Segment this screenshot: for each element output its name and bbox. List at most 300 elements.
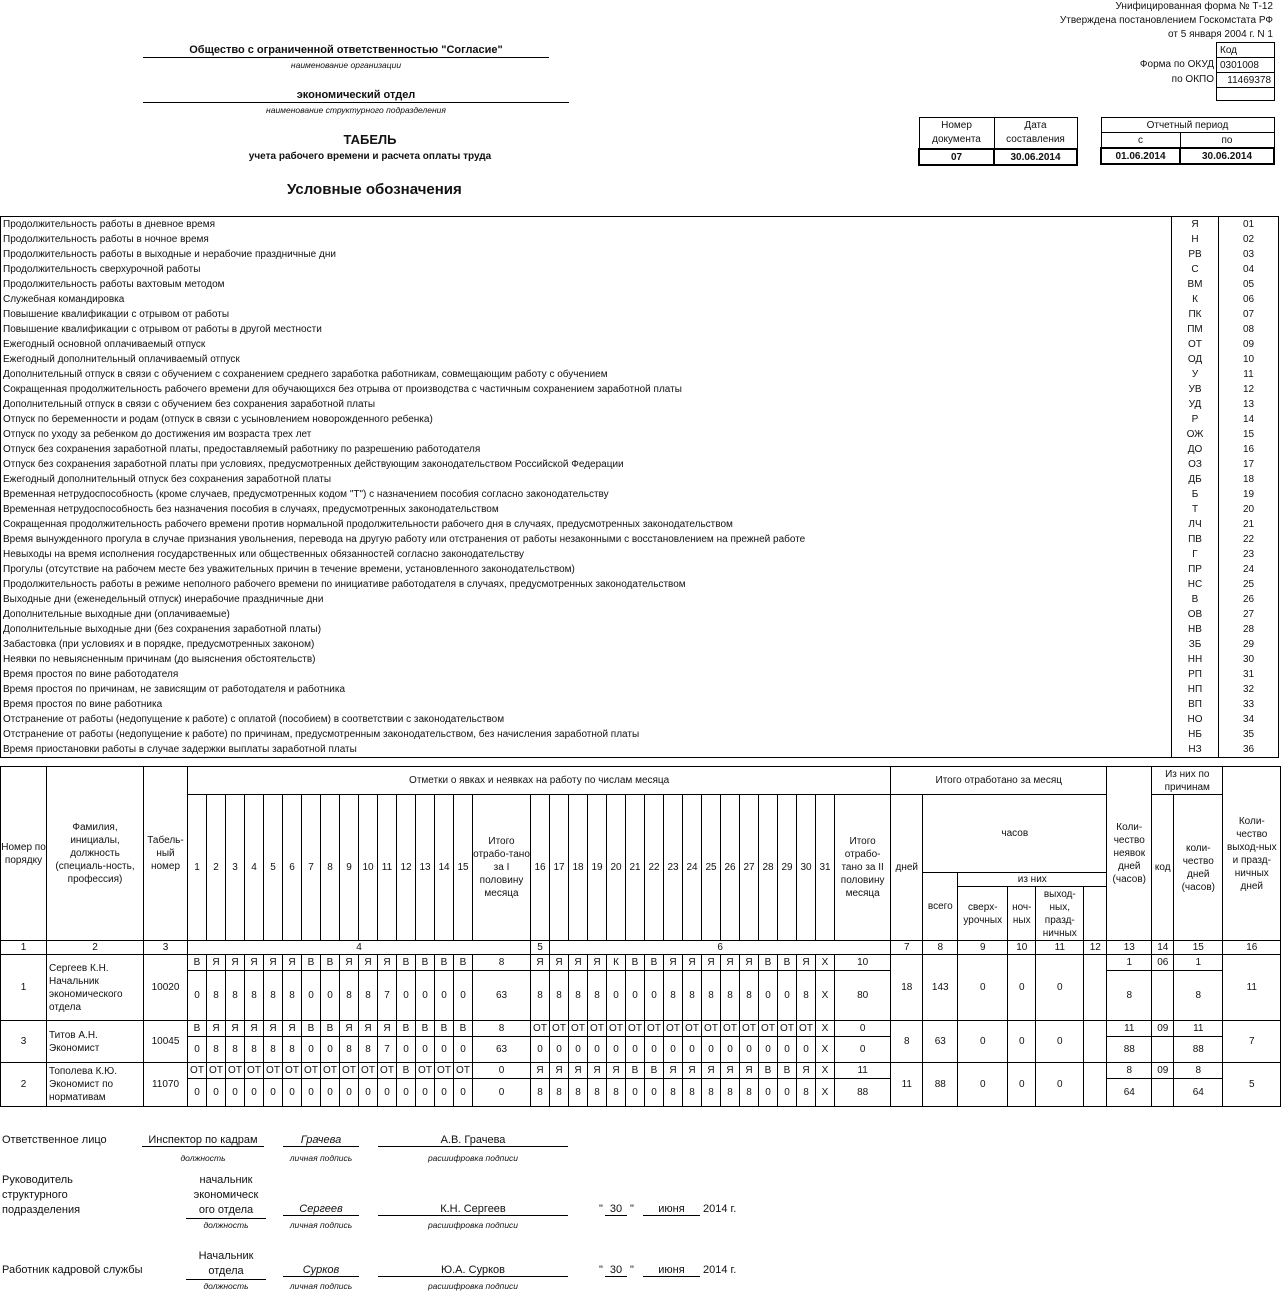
- legend-code: ВМ: [1172, 277, 1219, 292]
- legend-row: [1, 322, 1279, 337]
- day-hours: 0: [378, 1079, 397, 1107]
- hr-quote-open: ": [599, 1264, 603, 1276]
- day-code: Я: [531, 955, 550, 971]
- day-code: ОТ: [797, 1021, 816, 1037]
- half2-days: 0: [835, 1021, 891, 1037]
- day-code: ОТ: [531, 1021, 550, 1037]
- day-hours: 8: [797, 971, 816, 1021]
- legend-table: [0, 216, 1279, 758]
- legend-code: РП: [1172, 667, 1219, 682]
- legend-number: 18: [1219, 472, 1279, 487]
- day-hours: 0: [283, 1079, 302, 1107]
- period-label: Отчетный период: [1101, 118, 1274, 133]
- holiday-header: выход-ных, празд-ничных: [1036, 887, 1084, 941]
- day-hours: 8: [207, 1037, 226, 1063]
- weekend-days: 5: [1223, 1063, 1281, 1107]
- legend-number: 21: [1219, 517, 1279, 532]
- employee-order: 1: [1, 955, 47, 1021]
- day-code: В: [626, 1063, 645, 1079]
- legend-number: 24: [1219, 562, 1279, 577]
- legend-code: С: [1172, 262, 1219, 277]
- reason-code: 09: [1152, 1063, 1174, 1079]
- legend-description: Время вынужденного прогула в случае признания увольнения, перевода на другую работу или отстранения от работы незаконными с восстановлением на прежней работе: [1, 532, 1172, 547]
- day-code: ОТ: [340, 1063, 359, 1079]
- period-to-label: по: [1180, 133, 1274, 149]
- col-num: 5: [531, 941, 550, 955]
- overtime-hours: 0: [958, 1021, 1008, 1063]
- total-days: 18: [891, 955, 923, 1021]
- extra-header: [1084, 887, 1107, 941]
- col-num: 8: [923, 941, 958, 955]
- resp-name: А.В. Грачева: [378, 1134, 568, 1147]
- half1-days: 8: [473, 955, 531, 971]
- day-hours: 0: [321, 1037, 340, 1063]
- legend-number: 09: [1219, 337, 1279, 352]
- extra-cell: [1084, 1063, 1107, 1107]
- employee-row: [1, 955, 1281, 971]
- day-code: ОТ: [607, 1021, 626, 1037]
- day-header: 26: [721, 795, 740, 941]
- day-code: Х: [816, 955, 835, 971]
- day-code: Я: [664, 1063, 683, 1079]
- legend-code: НЗ: [1172, 742, 1219, 758]
- reason-code-empty: [1152, 971, 1174, 1021]
- legend-row: [1, 457, 1279, 472]
- legend-row: [1, 262, 1279, 277]
- resp-position: Инспектор по кадрам: [142, 1134, 264, 1147]
- day-code: ОТ: [626, 1021, 645, 1037]
- day-code: В: [435, 955, 454, 971]
- day-hours: 0: [569, 1037, 588, 1063]
- day-hours: 0: [245, 1079, 264, 1107]
- day-hours: 0: [626, 1037, 645, 1063]
- legend-description: Время приостановки работы в случае задержки выплаты заработной платы: [1, 742, 1172, 758]
- code-label: Код: [1217, 43, 1275, 58]
- employee-tab-number: 11070: [144, 1063, 188, 1107]
- hr-cap-position: должность: [203, 1281, 249, 1291]
- dept-name: экономический отдел: [296, 89, 416, 101]
- day-header: 27: [740, 795, 759, 941]
- extra-cell: [1084, 955, 1107, 1021]
- legend-number: 17: [1219, 457, 1279, 472]
- absence-hours: 88: [1107, 1037, 1152, 1063]
- day-code: В: [626, 955, 645, 971]
- legend-code: Я: [1172, 217, 1219, 233]
- day-hours: 8: [531, 971, 550, 1021]
- reason-hours: 8: [1174, 971, 1223, 1021]
- day-hours: 0: [454, 1037, 473, 1063]
- col-num: 3: [144, 941, 188, 955]
- legend-code: ОД: [1172, 352, 1219, 367]
- day-hours: 0: [302, 1037, 321, 1063]
- col-order-header: Номер по порядку: [1, 767, 47, 941]
- legend-row: [1, 667, 1279, 682]
- legend-row: [1, 277, 1279, 292]
- half1-days: 8: [473, 1021, 531, 1037]
- employee-name: Тополева К.Ю. Экономист по нормативам: [47, 1063, 144, 1107]
- legend-row: [1, 397, 1279, 412]
- day-code: ОТ: [245, 1063, 264, 1079]
- day-hours: Х: [816, 1079, 835, 1107]
- half2-hours: 80: [835, 971, 891, 1021]
- hr-name: Ю.А. Сурков: [378, 1264, 568, 1277]
- legend-description: Ежегодный дополнительный отпуск без сохранения заработной платы: [1, 472, 1172, 487]
- day-hours: 0: [188, 1079, 207, 1107]
- day-code: ОТ: [226, 1063, 245, 1079]
- legend-code: У: [1172, 367, 1219, 382]
- org-line: [143, 57, 549, 58]
- weekend-days: 11: [1223, 955, 1281, 1021]
- day-code: В: [778, 1063, 797, 1079]
- half1-header: Итого отрабо-тано за I половину месяца: [473, 795, 531, 941]
- half2-days: 11: [835, 1063, 891, 1079]
- head-cap-position: должность: [203, 1220, 249, 1230]
- day-hours: 8: [283, 1037, 302, 1063]
- day-code: Я: [569, 1063, 588, 1079]
- day-code: Я: [588, 955, 607, 971]
- day-header: 16: [531, 795, 550, 941]
- day-hours: 8: [226, 971, 245, 1021]
- day-hours: 0: [397, 1037, 416, 1063]
- day-header: 7: [302, 795, 321, 941]
- legend-code: ПМ: [1172, 322, 1219, 337]
- day-header: 23: [664, 795, 683, 941]
- half2-hours: 88: [835, 1079, 891, 1107]
- legend-number: 05: [1219, 277, 1279, 292]
- day-code: В: [416, 1021, 435, 1037]
- half1-hours: 0: [473, 1079, 531, 1107]
- overtime-header: сверх-урочных: [958, 887, 1008, 941]
- okpo-value: 11469378: [1217, 73, 1275, 88]
- legend-title: Условные обозначения: [287, 181, 462, 198]
- half1-hours: 63: [473, 1037, 531, 1063]
- legend-row: [1, 622, 1279, 637]
- day-code: Я: [245, 955, 264, 971]
- day-hours: 0: [435, 1037, 454, 1063]
- day-code: ОТ: [302, 1063, 321, 1079]
- day-hours: 0: [740, 1037, 759, 1063]
- legend-number: 13: [1219, 397, 1279, 412]
- legend-description: Сокращенная продолжительность рабочего времени против нормальной продолжительности рабочего дня в случаях, предусмотренных законодательством: [1, 517, 1172, 532]
- hr-position: Начальник отдела: [186, 1249, 266, 1280]
- resp-cap-name: расшифровка подписи: [427, 1153, 519, 1163]
- day-hours: 0: [759, 971, 778, 1021]
- day-header: 2: [207, 795, 226, 941]
- legend-description: Дополнительный отпуск в связи с обучением без сохранения заработной платы: [1, 397, 1172, 412]
- legend-row: [1, 637, 1279, 652]
- okud-label: Форма по ОКУД: [1139, 59, 1214, 70]
- day-hours: 0: [683, 1037, 702, 1063]
- day-hours: 0: [302, 971, 321, 1021]
- legend-description: Отпуск по уходу за ребенком до достижения им возраста трех лет: [1, 427, 1172, 442]
- legend-row: [1, 577, 1279, 592]
- day-code: В: [302, 1021, 321, 1037]
- day-header: 14: [435, 795, 454, 941]
- day-header: 19: [588, 795, 607, 941]
- hr-day: 30: [605, 1264, 627, 1277]
- legend-code: ВП: [1172, 697, 1219, 712]
- day-hours: 8: [721, 1079, 740, 1107]
- day-hours: 8: [569, 971, 588, 1021]
- legend-code: ДО: [1172, 442, 1219, 457]
- day-code: Я: [340, 1021, 359, 1037]
- day-code: В: [188, 955, 207, 971]
- day-header: 1: [188, 795, 207, 941]
- head-quote-open: ": [599, 1203, 603, 1215]
- legend-number: 07: [1219, 307, 1279, 322]
- legend-row: [1, 502, 1279, 517]
- total-hours: 143: [923, 955, 958, 1021]
- legend-number: 15: [1219, 427, 1279, 442]
- day-code: ОТ: [759, 1021, 778, 1037]
- legend-number: 19: [1219, 487, 1279, 502]
- day-header: 9: [340, 795, 359, 941]
- form-line-1: Унифицированная форма № Т-12: [1115, 1, 1273, 12]
- col-num: 10: [1008, 941, 1036, 955]
- legend-code: ОВ: [1172, 607, 1219, 622]
- of-them-header: из них: [958, 873, 1107, 887]
- legend-code: Т: [1172, 502, 1219, 517]
- day-code: ОТ: [378, 1063, 397, 1079]
- day-hours: 0: [359, 1079, 378, 1107]
- legend-description: Отстранение от работы (недопущение к работе) с оплатой (пособием) в соответствии с законодательством: [1, 712, 1172, 727]
- code-header: код: [1152, 795, 1174, 941]
- legend-description: Дополнительные выходные дни (без сохранения заработной платы): [1, 622, 1172, 637]
- absence-days: 8: [1107, 1063, 1152, 1079]
- header-row: [1, 795, 1281, 873]
- day-hours: 0: [397, 971, 416, 1021]
- col-reasons-header: Из них по причинам: [1152, 767, 1223, 795]
- col-name-header: Фамилия, инициалы, должность (специаль-ность, профессия): [47, 767, 144, 941]
- legend-code: ПВ: [1172, 532, 1219, 547]
- legend-row: [1, 517, 1279, 532]
- legend-code: Б: [1172, 487, 1219, 502]
- day-code: ОТ: [416, 1063, 435, 1079]
- day-code: Я: [207, 1021, 226, 1037]
- holiday-hours: 0: [1036, 1063, 1084, 1107]
- day-code: ОТ: [207, 1063, 226, 1079]
- legend-code: Н: [1172, 232, 1219, 247]
- day-code: Я: [359, 955, 378, 971]
- day-header: 5: [264, 795, 283, 941]
- okud-labels: [1110, 57, 1214, 87]
- legend-description: Продолжительность сверхурочной работы: [1, 262, 1172, 277]
- day-hours: 0: [416, 1037, 435, 1063]
- legend-number: 11: [1219, 367, 1279, 382]
- col-num: 1: [1, 941, 47, 955]
- employee-name: Титов А.Н. Экономист: [47, 1021, 144, 1063]
- day-header: 31: [816, 795, 835, 941]
- employee-tab-number: 10020: [144, 955, 188, 1021]
- day-header: 28: [759, 795, 778, 941]
- day-hours: 0: [188, 1037, 207, 1063]
- legend-description: Выходные дни (еженедельный отпуск) инерабочие праздничные дни: [1, 592, 1172, 607]
- head-day: 30: [605, 1203, 627, 1216]
- legend-code: РВ: [1172, 247, 1219, 262]
- doc-title: ТАБЕЛЬ: [343, 132, 397, 147]
- legend-number: 01: [1219, 217, 1279, 233]
- legend-code: Г: [1172, 547, 1219, 562]
- day-header: 22: [645, 795, 664, 941]
- day-hours: 8: [740, 1079, 759, 1107]
- day-code: В: [321, 1021, 340, 1037]
- day-hours: 0: [588, 1037, 607, 1063]
- day-hours: Х: [816, 1037, 835, 1063]
- legend-description: Время простоя по причинам, не зависящим от работодателя и работника: [1, 682, 1172, 697]
- col-tab-header: Табель-ный номер: [144, 767, 188, 941]
- timesheet-table: [0, 766, 1281, 1107]
- col-num: 4: [188, 941, 531, 955]
- period-from: 01.06.2014: [1101, 148, 1180, 164]
- day-hours: 0: [264, 1079, 283, 1107]
- night-header: ноч-ных: [1008, 887, 1036, 941]
- day-code: Я: [226, 955, 245, 971]
- day-code: Я: [378, 955, 397, 971]
- legend-number: 32: [1219, 682, 1279, 697]
- org-caption: наименование организации: [290, 60, 402, 70]
- day-code: Я: [702, 955, 721, 971]
- absence-hours: 8: [1107, 971, 1152, 1021]
- legend-row: [1, 547, 1279, 562]
- day-code: ОТ: [264, 1063, 283, 1079]
- legend-row: [1, 442, 1279, 457]
- col-num: 11: [1036, 941, 1084, 955]
- day-code: Я: [207, 955, 226, 971]
- legend-description: Временная нетрудоспособность (кроме случаев, предусмотренных кодом "Т") с назначением пособия согласно законодательству: [1, 487, 1172, 502]
- legend-row: [1, 712, 1279, 727]
- legend-number: 36: [1219, 742, 1279, 758]
- day-hours: 8: [721, 971, 740, 1021]
- half1-hours: 63: [473, 971, 531, 1021]
- half2-days: 10: [835, 955, 891, 971]
- legend-row: [1, 337, 1279, 352]
- day-code: В: [454, 955, 473, 971]
- day-header: 30: [797, 795, 816, 941]
- legend-description: Временная нетрудоспособность без назначения пособия в случаях, предусмотренных законодательством: [1, 502, 1172, 517]
- legend-row: [1, 232, 1279, 247]
- day-hours: 0: [550, 1037, 569, 1063]
- legend-description: Отстранение от работы (недопущение к работе) по причинам, предусмотренным законодательством, без начисления заработной платы: [1, 727, 1172, 742]
- day-code: ОТ: [645, 1021, 664, 1037]
- reason-hours: 88: [1174, 1037, 1223, 1063]
- half1-days: 0: [473, 1063, 531, 1079]
- day-hours: 8: [226, 1037, 245, 1063]
- day-hours: 8: [607, 1079, 626, 1107]
- legend-description: Продолжительность работы в ночное время: [1, 232, 1172, 247]
- legend-description: Ежегодный основной оплачиваемый отпуск: [1, 337, 1172, 352]
- legend-number: 25: [1219, 577, 1279, 592]
- legend-row: [1, 562, 1279, 577]
- day-code: ОТ: [359, 1063, 378, 1079]
- day-code: ОТ: [550, 1021, 569, 1037]
- day-code: Я: [264, 1021, 283, 1037]
- hr-signature: Сурков: [283, 1264, 359, 1277]
- day-code: В: [188, 1021, 207, 1037]
- hr-cap-name: расшифровка подписи: [427, 1281, 519, 1291]
- col-num: 6: [550, 941, 891, 955]
- day-hours: 0: [759, 1079, 778, 1107]
- day-header: 8: [321, 795, 340, 941]
- legend-description: Забастовка (при условиях и в порядке, предусмотренных законом): [1, 637, 1172, 652]
- day-code: ОТ: [664, 1021, 683, 1037]
- day-hours: 0: [226, 1079, 245, 1107]
- legend-row: [1, 532, 1279, 547]
- day-code: Я: [264, 955, 283, 971]
- legend-number: 34: [1219, 712, 1279, 727]
- resp-cap-sign: личная подпись: [289, 1153, 353, 1163]
- day-hours: 0: [702, 1037, 721, 1063]
- col-num: 14: [1152, 941, 1174, 955]
- legend-code: ОЗ: [1172, 457, 1219, 472]
- day-hours: 0: [531, 1037, 550, 1063]
- weekend-days: 7: [1223, 1021, 1281, 1063]
- legend-row: [1, 382, 1279, 397]
- legend-code: НБ: [1172, 727, 1219, 742]
- day-hours: 8: [569, 1079, 588, 1107]
- day-hours: 0: [778, 971, 797, 1021]
- half2-header: Итого отрабо-тано за II половину месяца: [835, 795, 891, 941]
- legend-number: 08: [1219, 322, 1279, 337]
- day-code: В: [759, 955, 778, 971]
- legend-row: [1, 352, 1279, 367]
- day-hours: 0: [797, 1037, 816, 1063]
- legend-description: Повышение квалификации с отрывом от работы в другой местности: [1, 322, 1172, 337]
- legend-code: НО: [1172, 712, 1219, 727]
- day-hours: 7: [378, 1037, 397, 1063]
- day-hours: 8: [550, 971, 569, 1021]
- day-code: Я: [797, 955, 816, 971]
- day-header: 21: [626, 795, 645, 941]
- employee-name: Сергеев К.Н. Начальник экономического отдела: [47, 955, 144, 1021]
- legend-number: 20: [1219, 502, 1279, 517]
- day-code: ОТ: [435, 1063, 454, 1079]
- hr-quote-close: ": [630, 1264, 634, 1276]
- day-code: К: [607, 955, 626, 971]
- day-hours: 0: [607, 1037, 626, 1063]
- legend-code: УВ: [1172, 382, 1219, 397]
- day-code: Я: [531, 1063, 550, 1079]
- legend-code: ПК: [1172, 307, 1219, 322]
- employee-order: 2: [1, 1063, 47, 1107]
- reason-code-empty: [1152, 1037, 1174, 1063]
- total-days: 8: [891, 1021, 923, 1063]
- day-code: Я: [283, 955, 302, 971]
- night-hours: 0: [1008, 1021, 1036, 1063]
- legend-row: [1, 682, 1279, 697]
- absence-days: 11: [1107, 1021, 1152, 1037]
- day-header: 12: [397, 795, 416, 941]
- total-days: 11: [891, 1063, 923, 1107]
- legend-number: 27: [1219, 607, 1279, 622]
- legend-number: 10: [1219, 352, 1279, 367]
- col-num: 7: [891, 941, 923, 955]
- day-code: Я: [683, 1063, 702, 1079]
- day-header: 17: [550, 795, 569, 941]
- legend-description: Отпуск без сохранения заработной платы при условиях, предусмотренных действующим законодательством Российской Федерации: [1, 457, 1172, 472]
- legend-number: 30: [1219, 652, 1279, 667]
- okud-value: 0301008: [1217, 58, 1275, 73]
- day-code: Я: [721, 955, 740, 971]
- col-num: 9: [958, 941, 1008, 955]
- day-code: Я: [340, 955, 359, 971]
- day-hours: 0: [645, 1079, 664, 1107]
- legend-code: К: [1172, 292, 1219, 307]
- head-month: июня: [643, 1203, 700, 1216]
- day-header: 11: [378, 795, 397, 941]
- legend-number: 04: [1219, 262, 1279, 277]
- day-hours: 8: [340, 1037, 359, 1063]
- employee-tab-number: 10045: [144, 1021, 188, 1063]
